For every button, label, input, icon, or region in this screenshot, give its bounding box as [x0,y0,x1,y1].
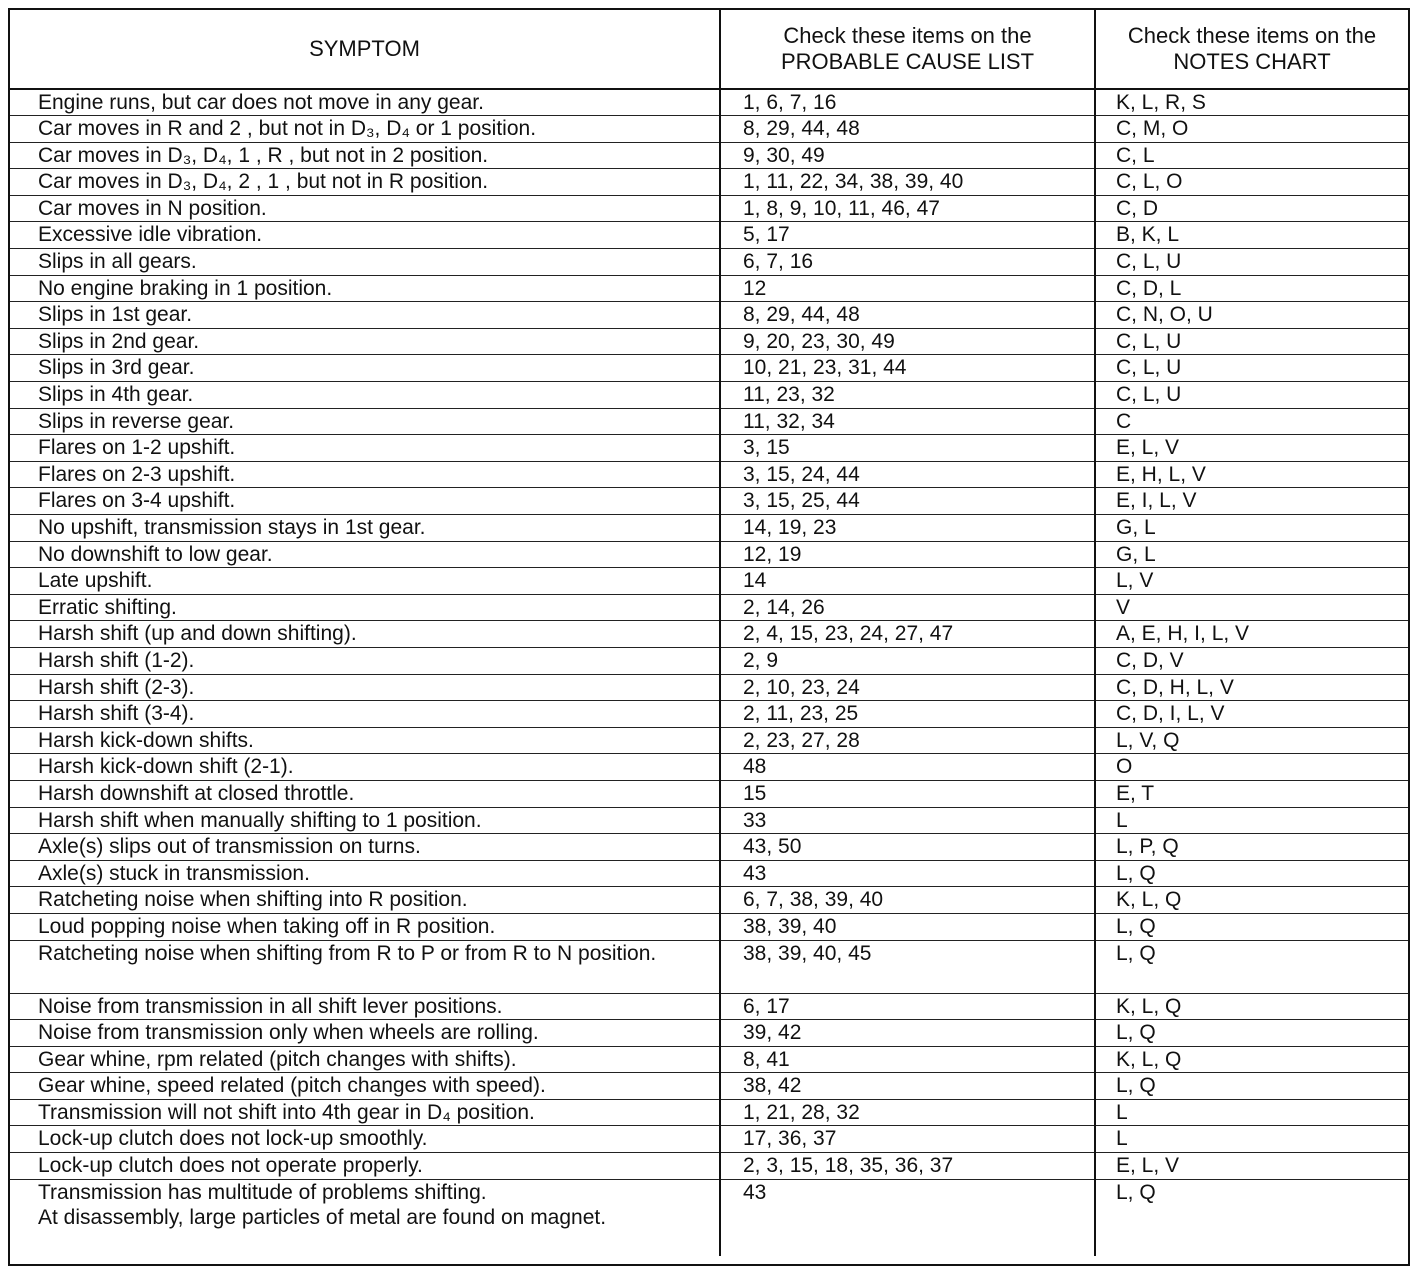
notes-cell: A, E, H, I, L, V [1095,621,1408,648]
symptom-cell: Car moves in R and 2 , but not in D₃, D₄ or 1 position. [10,116,720,143]
cause-cell: 1, 21, 28, 32 [720,1099,1095,1126]
cause-cell: 15 [720,780,1095,807]
symptom-cell: Transmission will not shift into 4th gear in D₄ position. [10,1099,720,1126]
notes-cell: K, L, Q [1095,993,1408,1020]
symptom-cell: Engine runs, but car does not move in any gear. [10,89,720,116]
table-row [10,408,1408,435]
cause-cell: 2, 4, 15, 23, 24, 27, 47 [720,621,1095,648]
troubleshooting-chart [8,8,1410,1266]
cause-cell: 2, 10, 23, 24 [720,674,1095,701]
notes-cell: L, Q [1116,1180,1156,1204]
cause-cell: 3, 15, 25, 44 [720,488,1095,515]
table-row [10,993,1408,1020]
cause-header-line-2: PROBABLE CAUSE LIST [780,49,1035,74]
symptom-cell: No downshift to low gear. [10,541,720,568]
symptom-cell: Slips in 3rd gear. [10,355,720,382]
cause-cell: 5, 17 [720,222,1095,249]
notes-cell: L [1095,1126,1408,1153]
table-row [10,275,1408,302]
table-row [10,647,1408,674]
notes-cell: K, L, Q [1095,1046,1408,1073]
table-row [10,355,1408,382]
table-row [10,89,1408,116]
symptom-cell: Late upshift. [10,568,720,595]
table-row [10,621,1408,648]
table-row [10,1046,1408,1073]
symptom-cell [10,1179,720,1256]
symptom-line-2: At disassembly, large particles of metal are found on magnet. [38,1205,607,1229]
notes-cell: L, V, Q [1095,727,1408,754]
table-row [10,780,1408,807]
cause-cell: 3, 15, 24, 44 [720,461,1095,488]
notes-cell: L, Q [1095,1020,1408,1047]
cause-cell: 2, 3, 15, 18, 35, 36, 37 [720,1153,1095,1180]
table-row [10,222,1408,249]
symptom-cell: Car moves in N position. [10,195,720,222]
symptom-cell: Noise from transmission only when wheels are rolling. [10,1020,720,1047]
cause-cell: 11, 23, 32 [720,382,1095,409]
cause-cell: 8, 29, 44, 48 [720,302,1095,329]
symptom-header-label: SYMPTOM [309,36,420,61]
symptom-cell: Ratcheting noise when shifting into R position. [10,887,720,914]
cause-cell: 2, 23, 27, 28 [720,727,1095,754]
notes-cell: E, L, V [1095,1153,1408,1180]
notes-cell: L, V [1095,568,1408,595]
notes-chart-column-header [1095,10,1408,89]
notes-cell: C, L [1095,142,1408,169]
notes-cell: E, T [1095,780,1408,807]
table-row [10,887,1408,914]
notes-cell: C, L, U [1095,328,1408,355]
symptom-column-header [10,10,720,89]
cause-cell: 6, 7, 38, 39, 40 [720,887,1095,914]
cause-cell: 3, 15 [720,435,1095,462]
cause-cell: 14, 19, 23 [720,515,1095,542]
symptom-cell: Flares on 3-4 upshift. [10,488,720,515]
table-row [10,860,1408,887]
notes-cell: C, M, O [1095,116,1408,143]
cause-cell: 12 [720,275,1095,302]
notes-cell: L [1095,1099,1408,1126]
notes-cell: L, Q [1095,860,1408,887]
symptom-cell: Gear whine, speed related (pitch changes with speed). [10,1073,720,1100]
table-row [10,541,1408,568]
table-row [10,382,1408,409]
cause-cell: 1, 6, 7, 16 [720,89,1095,116]
table-row [10,940,1408,993]
table-row [10,116,1408,143]
notes-cell: C, L, U [1095,355,1408,382]
symptom-cell: Harsh shift (3-4). [10,701,720,728]
notes-cell: C, D, I, L, V [1095,701,1408,728]
table-row [10,834,1408,861]
symptom-cell: Ratcheting noise when shifting from R to P or from R to N position. [10,940,720,993]
symptom-cell: Harsh downshift at closed throttle. [10,780,720,807]
cause-header-line-1: Check these items on the [783,23,1032,48]
table-row [10,142,1408,169]
symptom-cell: Slips in reverse gear. [10,408,720,435]
cause-cell: 39, 42 [720,1020,1095,1047]
symptom-cell: Harsh shift (1-2). [10,647,720,674]
table-row [10,754,1408,781]
symptom-cell: Harsh kick-down shifts. [10,727,720,754]
cause-cell: 8, 29, 44, 48 [720,116,1095,143]
table-row [10,594,1408,621]
notes-cell: C, L, U [1095,382,1408,409]
symptom-cell: No engine braking in 1 position. [10,275,720,302]
symptom-cell: Noise from transmission in all shift lever positions. [10,993,720,1020]
symptom-cell: Slips in 4th gear. [10,382,720,409]
cause-cell: 38, 39, 40 [720,913,1095,940]
symptom-cell: Flares on 2-3 upshift. [10,461,720,488]
cause-cell: 6, 7, 16 [720,249,1095,276]
cause-cell: 43 [720,1179,1095,1256]
table-header-row [10,10,1408,89]
table-row [10,461,1408,488]
table-row [10,169,1408,196]
symptom-cell: Axle(s) slips out of transmission on turns. [10,834,720,861]
cause-cell: 2, 11, 23, 25 [720,701,1095,728]
symptom-cell: Flares on 1-2 upshift. [10,435,720,462]
cause-cell: 38, 42 [720,1073,1095,1100]
symptom-table [10,10,1408,1256]
notes-cell: O [1095,754,1408,781]
symptom-cell: Erratic shifting. [10,594,720,621]
notes-cell: L, Q [1095,940,1408,993]
table-row [10,515,1408,542]
cause-cell: 1, 11, 22, 34, 38, 39, 40 [720,169,1095,196]
notes-cell: E, H, L, V [1095,461,1408,488]
notes-cell: C, L, U [1095,249,1408,276]
notes-cell: C, D, L [1095,275,1408,302]
cause-cell: 48 [720,754,1095,781]
notes-cell: E, L, V [1095,435,1408,462]
table-row [10,1153,1408,1180]
notes-cell: L, Q [1095,913,1408,940]
cause-cell: 6, 17 [720,993,1095,1020]
notes-cell: E, I, L, V [1095,488,1408,515]
table-row [10,302,1408,329]
notes-cell: C, D [1095,195,1408,222]
cause-cell: 1, 8, 9, 10, 11, 46, 47 [720,195,1095,222]
table-row [10,249,1408,276]
table-row [10,1126,1408,1153]
cause-cell: 2, 14, 26 [720,594,1095,621]
symptom-cell: Harsh shift (up and down shifting). [10,621,720,648]
notes-cell: V [1095,594,1408,621]
notes-cell: K, L, Q [1095,887,1408,914]
notes-header-line-2: NOTES CHART [1173,49,1331,74]
symptom-cell: Slips in all gears. [10,249,720,276]
probable-cause-column-header [720,10,1095,89]
notes-cell: G, L [1095,541,1408,568]
table-row [10,328,1408,355]
table-row [10,1073,1408,1100]
cause-cell: 11, 32, 34 [720,408,1095,435]
cause-cell: 8, 41 [720,1046,1095,1073]
symptom-cell: Lock-up clutch does not lock-up smoothly. [10,1126,720,1153]
table-row [10,435,1408,462]
cause-cell: 12, 19 [720,541,1095,568]
notes-cell: L, P, Q [1095,834,1408,861]
cause-cell: 43, 50 [720,834,1095,861]
cause-cell: 33 [720,807,1095,834]
cause-cell: 38, 39, 40, 45 [720,940,1095,993]
cause-cell: 14 [720,568,1095,595]
table-row [10,701,1408,728]
table-row [10,674,1408,701]
symptom-cell: Gear whine, rpm related (pitch changes with shifts). [10,1046,720,1073]
cause-cell: 9, 30, 49 [720,142,1095,169]
cause-cell: 9, 20, 23, 30, 49 [720,328,1095,355]
symptom-cell: Harsh shift (2-3). [10,674,720,701]
notes-cell: K, L, R, S [1095,89,1408,116]
notes-cell: C, D, H, L, V [1095,674,1408,701]
cause-cell: 43 [720,860,1095,887]
symptom-cell: Harsh shift when manually shifting to 1 position. [10,807,720,834]
symptom-cell: Car moves in D₃, D₄, 2 , 1 , but not in R position. [10,169,720,196]
notes-cell: L [1095,807,1408,834]
symptom-cell: Excessive idle vibration. [10,222,720,249]
table-row [10,488,1408,515]
symptom-cell: No upshift, transmission stays in 1st gear. [10,515,720,542]
symptom-cell: Harsh kick-down shift (2-1). [10,754,720,781]
notes-cell: C, N, O, U [1095,302,1408,329]
notes-cell: B, K, L [1095,222,1408,249]
table-row [10,195,1408,222]
notes-cell: C [1095,408,1408,435]
table-row [10,1179,1408,1256]
symptom-cell: Lock-up clutch does not operate properly. [10,1153,720,1180]
notes-cell: L, Q [1095,1073,1408,1100]
symptom-cell: Loud popping noise when taking off in R position. [10,913,720,940]
symptom-cell: Axle(s) stuck in transmission. [10,860,720,887]
notes-cell: C, L, O [1095,169,1408,196]
table-row [10,1099,1408,1126]
symptom-cell: Slips in 2nd gear. [10,328,720,355]
table-row [10,568,1408,595]
table-row [10,727,1408,754]
cause-cell: 17, 36, 37 [720,1126,1095,1153]
table-row [10,807,1408,834]
cause-cell: 2, 9 [720,647,1095,674]
notes-cell: G, L [1095,515,1408,542]
cause-cell: 10, 21, 23, 31, 44 [720,355,1095,382]
table-row [10,1020,1408,1047]
table-row [10,913,1408,940]
symptom-line-1: Transmission has multitude of problems shifting. [38,1180,487,1204]
symptom-cell: Car moves in D₃, D₄, 1 , R , but not in 2 position. [10,142,720,169]
symptom-cell: Slips in 1st gear. [10,302,720,329]
notes-cell: C, D, V [1095,647,1408,674]
notes-header-line-1: Check these items on the [1127,23,1377,48]
